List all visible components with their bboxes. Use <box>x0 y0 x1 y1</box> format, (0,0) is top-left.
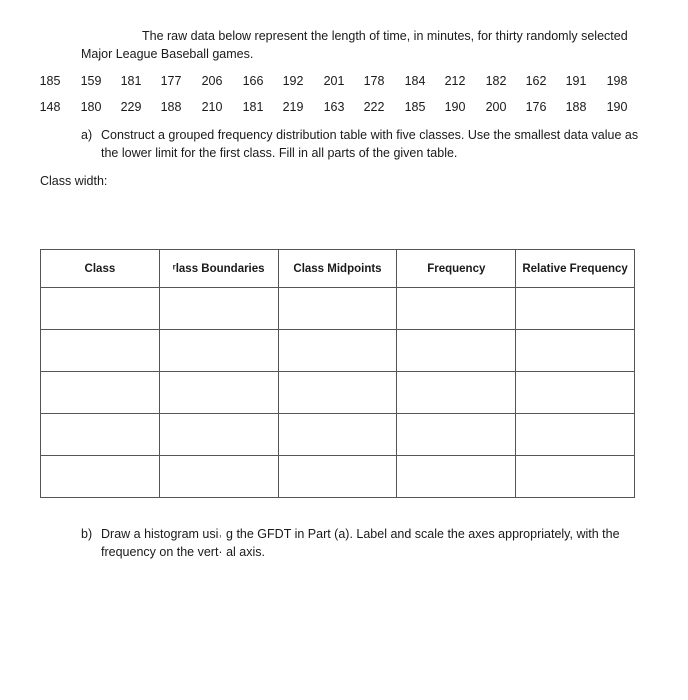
table-row <box>41 288 635 330</box>
table-cell[interactable] <box>516 372 635 414</box>
data-value: 190 <box>606 100 628 114</box>
table-cell[interactable] <box>41 414 160 456</box>
data-value: 210 <box>201 100 223 114</box>
data-value: 163 <box>323 100 345 114</box>
part-b-instruction-line-1: Draw a histogram usi˒ g the GFDT in Part (a). Label and scale the axes appropriately, with the <box>101 527 620 541</box>
table-cell[interactable] <box>397 288 516 330</box>
data-value: 180 <box>80 100 102 114</box>
table-cell[interactable] <box>516 330 635 372</box>
table-row <box>41 372 635 414</box>
data-value: 185 <box>404 100 426 114</box>
header-class: Class <box>41 250 160 288</box>
data-value: 188 <box>160 100 182 114</box>
intro-line-2: Major League Baseball games. <box>81 47 254 61</box>
header-relative-frequency: Relative Frequency <box>516 250 635 288</box>
data-value: 178 <box>363 74 385 88</box>
data-value: 206 <box>201 74 223 88</box>
table-cell[interactable] <box>41 372 160 414</box>
table-row <box>41 456 635 498</box>
data-value: 191 <box>565 74 587 88</box>
table-row <box>41 414 635 456</box>
header-frequency: Frequency <box>397 250 516 288</box>
table-cell[interactable] <box>397 456 516 498</box>
data-value: 200 <box>485 100 507 114</box>
data-row-2 <box>0 98 688 116</box>
data-value: 177 <box>160 74 182 88</box>
table-cell[interactable] <box>278 372 397 414</box>
intro-line-1: The raw data below represent the length of time, in minutes, for thirty randomly selected <box>142 29 628 43</box>
table-cell[interactable] <box>516 456 635 498</box>
data-value: 162 <box>525 74 547 88</box>
part-a-label: a) <box>81 128 93 142</box>
data-value: 219 <box>282 100 304 114</box>
data-value: 181 <box>242 100 264 114</box>
data-value: 184 <box>404 74 426 88</box>
table-cell[interactable] <box>159 372 278 414</box>
data-value: 159 <box>80 74 102 88</box>
part-a-instruction-line-2: the lower limit for the first class. Fill in all parts of the given table. <box>101 146 458 160</box>
table-cell[interactable] <box>159 288 278 330</box>
table-cell[interactable] <box>41 288 160 330</box>
data-value: 185 <box>39 74 61 88</box>
table-cell[interactable] <box>159 330 278 372</box>
table-cell[interactable] <box>41 330 160 372</box>
table-cell[interactable] <box>159 456 278 498</box>
table-cell[interactable] <box>397 414 516 456</box>
part-b-label: b) <box>81 527 93 541</box>
table-cell[interactable] <box>278 330 397 372</box>
data-value: 148 <box>39 100 61 114</box>
header-class-boundaries: ʳlass Boundaries <box>159 250 278 288</box>
data-value: 182 <box>485 74 507 88</box>
data-value: 212 <box>444 74 466 88</box>
table-row <box>41 330 635 372</box>
table-cell[interactable] <box>397 330 516 372</box>
class-width-label: Class width: <box>40 174 108 188</box>
table-cell[interactable] <box>159 414 278 456</box>
data-value: 222 <box>363 100 385 114</box>
data-row-1 <box>0 72 688 90</box>
data-value: 201 <box>323 74 345 88</box>
data-value: 190 <box>444 100 466 114</box>
data-value: 176 <box>525 100 547 114</box>
table-cell[interactable] <box>278 456 397 498</box>
table-cell[interactable] <box>278 414 397 456</box>
data-value: 192 <box>282 74 304 88</box>
data-value: 198 <box>606 74 628 88</box>
part-a-instruction-line-1: Construct a grouped frequency distribution table with five classes. Use the smallest data value as <box>101 128 639 142</box>
data-value: 188 <box>565 100 587 114</box>
frequency-table <box>40 249 635 498</box>
part-b-instruction-line-2: frequency on the vert· al axis. <box>101 545 265 559</box>
table-cell[interactable] <box>397 372 516 414</box>
table-cell[interactable] <box>278 288 397 330</box>
data-value: 166 <box>242 74 264 88</box>
table-cell[interactable] <box>516 414 635 456</box>
data-value: 229 <box>120 100 142 114</box>
table-header-row <box>41 250 635 288</box>
header-class-midpoints: Class Midpoints <box>278 250 397 288</box>
data-value: 181 <box>120 74 142 88</box>
table-cell[interactable] <box>516 288 635 330</box>
table-cell[interactable] <box>41 456 160 498</box>
